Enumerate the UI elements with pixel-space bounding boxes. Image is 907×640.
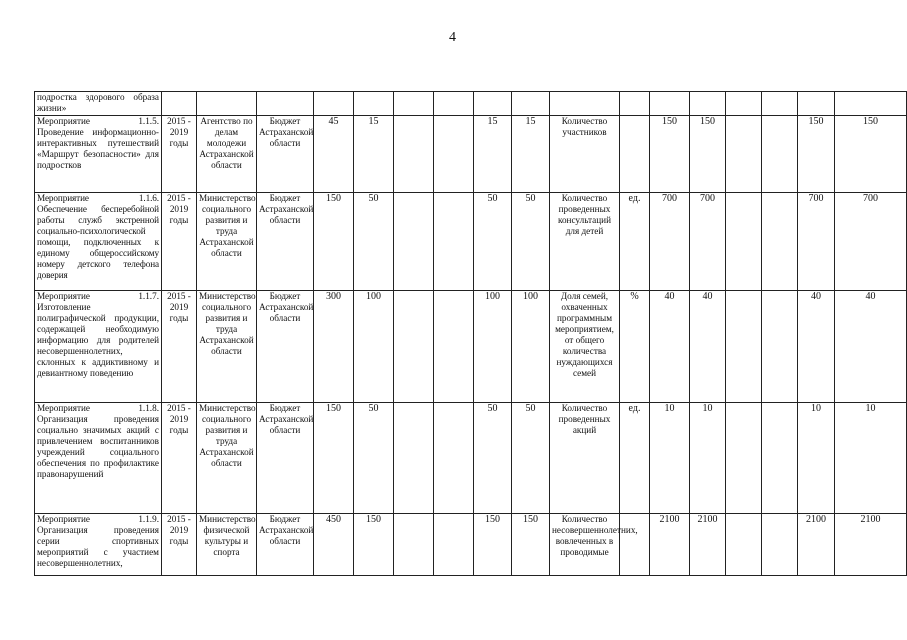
unit-cell: ед. xyxy=(620,403,650,514)
cost-2015-cell: 50 xyxy=(354,193,394,291)
cost-2015-cell: 100 xyxy=(354,291,394,403)
executor-cell xyxy=(197,92,257,116)
ind-total-cell: 10 xyxy=(650,403,690,514)
cost-2019-cell: 50 xyxy=(512,193,550,291)
table-row xyxy=(35,291,907,403)
unit-cell xyxy=(620,116,650,193)
cost-2017-cell xyxy=(434,291,474,403)
ind-2016-cell xyxy=(726,514,762,576)
ind-2017-cell xyxy=(762,291,798,403)
table-row xyxy=(35,193,907,291)
cost-2017-cell xyxy=(434,193,474,291)
ind-2016-cell xyxy=(726,92,762,116)
executor-cell: Министерство физической культуры и спорта xyxy=(197,514,257,576)
program-table xyxy=(34,91,907,576)
ind-2015-cell: 10 xyxy=(690,403,726,514)
cost-2018-cell: 50 xyxy=(474,403,512,514)
cost-2016-cell xyxy=(394,514,434,576)
event-cell: подростка здорового образа жизни» xyxy=(35,92,162,116)
ind-2019-cell: 10 xyxy=(835,403,907,514)
cost-total-cell: 150 xyxy=(314,403,354,514)
ind-2015-cell: 150 xyxy=(690,116,726,193)
cost-2019-cell: 50 xyxy=(512,403,550,514)
period-cell: 2015 - 2019 годы xyxy=(162,193,197,291)
table-row xyxy=(35,403,907,514)
cost-2018-cell: 50 xyxy=(474,193,512,291)
event-cell: Мероприятие 1.1.7. Изготовление полиграфической продукции, содержащей необходимую информацию для родителей несовершеннолетних, склонных к аддиктивному и девиантному поведению xyxy=(35,291,162,403)
ind-2018-cell xyxy=(798,92,835,116)
cost-2016-cell xyxy=(394,403,434,514)
cost-2016-cell xyxy=(394,291,434,403)
cost-2015-cell: 50 xyxy=(354,403,394,514)
indicator-cell: Количество проведенных акций xyxy=(550,403,620,514)
cost-2015-cell xyxy=(354,92,394,116)
unit-cell: ед. xyxy=(620,193,650,291)
unit-cell xyxy=(620,92,650,116)
ind-total-cell: 40 xyxy=(650,291,690,403)
ind-2017-cell xyxy=(762,193,798,291)
source-cell: Бюджет Астраханской области xyxy=(257,403,314,514)
ind-2017-cell xyxy=(762,514,798,576)
cost-2017-cell xyxy=(434,514,474,576)
cost-2018-cell: 150 xyxy=(474,514,512,576)
indicator-cell xyxy=(550,92,620,116)
ind-2019-cell: 40 xyxy=(835,291,907,403)
period-cell: 2015 - 2019 годы xyxy=(162,291,197,403)
continuation-row xyxy=(35,92,907,116)
ind-2018-cell: 2100 xyxy=(798,514,835,576)
cost-total-cell: 300 xyxy=(314,291,354,403)
period-cell: 2015 - 2019 годы xyxy=(162,403,197,514)
period-cell xyxy=(162,92,197,116)
cost-total-cell: 450 xyxy=(314,514,354,576)
ind-2018-cell: 10 xyxy=(798,403,835,514)
cost-2018-cell: 100 xyxy=(474,291,512,403)
ind-2015-cell: 2100 xyxy=(690,514,726,576)
page-number: 4 xyxy=(449,30,456,45)
source-cell xyxy=(257,92,314,116)
ind-2018-cell: 40 xyxy=(798,291,835,403)
ind-2015-cell: 700 xyxy=(690,193,726,291)
period-cell: 2015 - 2019 годы xyxy=(162,514,197,576)
ind-2016-cell xyxy=(726,403,762,514)
event-cell: Мероприятие 1.1.6. Обеспечение бесперебойной работы служб экстренной социально-психологической помощи, подключенных к единому общероссийскому номеру детского телефона доверия xyxy=(35,193,162,291)
ind-2019-cell: 700 xyxy=(835,193,907,291)
ind-2017-cell xyxy=(762,403,798,514)
unit-cell: % xyxy=(620,291,650,403)
executor-cell: Министерство социального развития и труда Астраханской области xyxy=(197,193,257,291)
source-cell: Бюджет Астраханской области xyxy=(257,291,314,403)
ind-2019-cell xyxy=(835,92,907,116)
source-cell: Бюджет Астраханской области xyxy=(257,116,314,193)
cost-2018-cell xyxy=(474,92,512,116)
ind-2018-cell: 150 xyxy=(798,116,835,193)
cost-2019-cell: 150 xyxy=(512,514,550,576)
ind-2019-cell: 2100 xyxy=(835,514,907,576)
cost-2019-cell xyxy=(512,92,550,116)
source-cell: Бюджет Астраханской области xyxy=(257,193,314,291)
ind-2016-cell xyxy=(726,116,762,193)
ind-total-cell: 150 xyxy=(650,116,690,193)
ind-total-cell: 700 xyxy=(650,193,690,291)
indicator-cell: Количество проведенных консультаций для детей xyxy=(550,193,620,291)
ind-2016-cell xyxy=(726,291,762,403)
cost-2016-cell xyxy=(394,193,434,291)
period-cell: 2015 - 2019 годы xyxy=(162,116,197,193)
ind-2017-cell xyxy=(762,116,798,193)
cost-2015-cell: 15 xyxy=(354,116,394,193)
executor-cell: Министерство социального развития и труда Астраханской области xyxy=(197,291,257,403)
ind-total-cell xyxy=(650,92,690,116)
ind-2016-cell xyxy=(726,193,762,291)
ind-2019-cell: 150 xyxy=(835,116,907,193)
cost-2019-cell: 100 xyxy=(512,291,550,403)
indicator-cell: Количество несовершеннолетних, вовлеченных в проводимые xyxy=(550,514,620,576)
event-cell: Мероприятие 1.1.8. Организация проведения социально значимых акций с привлечением воспитанников учреждений социального обеспечения по профилактике правонарушений xyxy=(35,403,162,514)
cost-total-cell: 150 xyxy=(314,193,354,291)
cost-2015-cell: 150 xyxy=(354,514,394,576)
ind-total-cell: 2100 xyxy=(650,514,690,576)
executor-cell: Агентство по делам молодежи Астраханской области xyxy=(197,116,257,193)
table-row xyxy=(35,514,907,576)
ind-2015-cell: 40 xyxy=(690,291,726,403)
cost-2018-cell: 15 xyxy=(474,116,512,193)
cost-2019-cell: 15 xyxy=(512,116,550,193)
cost-2016-cell xyxy=(394,116,434,193)
cost-2017-cell xyxy=(434,116,474,193)
cost-total-cell: 45 xyxy=(314,116,354,193)
indicator-cell: Доля семей, охваченных программным мероприятием, от общего количества нуждающихся семей xyxy=(550,291,620,403)
cost-2016-cell xyxy=(394,92,434,116)
source-cell: Бюджет Астраханской области xyxy=(257,514,314,576)
ind-2017-cell xyxy=(762,92,798,116)
ind-2018-cell: 700 xyxy=(798,193,835,291)
event-cell: Мероприятие 1.1.9. Организация проведения серии спортивных мероприятий с участием несовершеннолетних, xyxy=(35,514,162,576)
unit-cell xyxy=(620,514,650,576)
ind-2015-cell xyxy=(690,92,726,116)
cost-2017-cell xyxy=(434,92,474,116)
indicator-cell: Количество участников xyxy=(550,116,620,193)
executor-cell: Министерство социального развития и труда Астраханской области xyxy=(197,403,257,514)
cost-2017-cell xyxy=(434,403,474,514)
event-cell: Мероприятие 1.1.5. Проведение информационно-интерактивных путешествий «Маршрут безопасности» для подростков xyxy=(35,116,162,193)
cost-total-cell xyxy=(314,92,354,116)
table-row xyxy=(35,116,907,193)
